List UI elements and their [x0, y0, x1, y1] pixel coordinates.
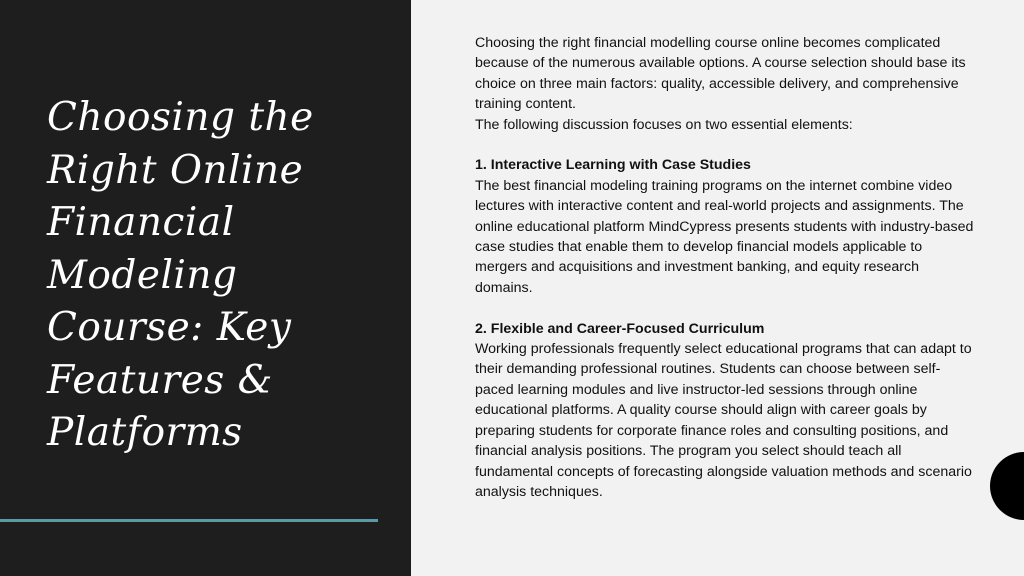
intro-paragraph: Choosing the right financial modelling course online becomes complicated because of the numerous available options. A course selection should base its choice on three main factors: quality, accessible delivery, and comprehensive training content. — [475, 35, 966, 113]
section-body-flexible-curriculum: Working professionals frequently select educational programs that can adapt to their demanding professional routines. Students can choose between self-paced learning modules and live instructor-led sessions through online educational platforms. A quality course should align with career goals by preparing students for corporate finance roles and consulting positions, and financial analysis positions. The program you select should teach all fundamental concepts of forecasting alongside valuation methods and scenario analysis techniques. — [475, 341, 972, 500]
slide-title: Choosing the Right Online Financial Modeling Course: Key Features & Platforms — [47, 95, 314, 455]
section-body-interactive-learning: The best financial modeling training programs on the internet combine video lectures with interactive content and real-world projects and assignments. The online educational platform MindCypress presents students with industry-based case studies that enable them to develop financial models applicable to mergers and acquisitions and investment banking, and equity research domains. — [475, 177, 974, 296]
content-column — [475, 33, 975, 502]
section-heading-interactive-learning: 1. Interactive Learning with Case Studies — [475, 157, 751, 174]
decorative-circle — [990, 452, 1024, 520]
spacer — [475, 135, 975, 155]
section-heading-flexible-curriculum: 2. Flexible and Career-Focused Curriculum — [475, 320, 765, 337]
spacer — [475, 298, 975, 318]
title-panel — [0, 0, 411, 576]
accent-divider — [0, 519, 378, 522]
intro-lead-in: The following discussion focuses on two essential elements: — [475, 116, 853, 133]
